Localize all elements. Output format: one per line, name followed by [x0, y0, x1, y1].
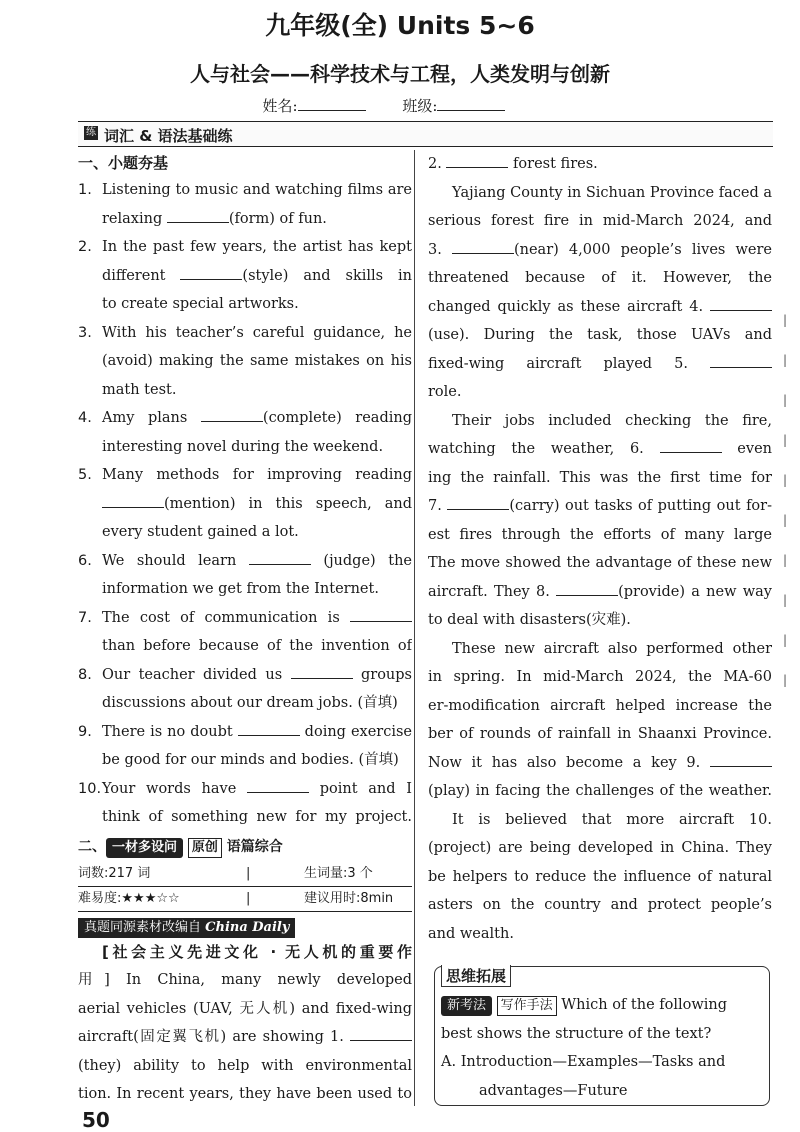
sep-1: |: [246, 865, 251, 881]
passage-left: [78, 966, 412, 1109]
line-text: 2.: [428, 156, 447, 172]
question-item: [78, 233, 412, 319]
class-blank[interactable]: [437, 96, 505, 111]
answer-blank[interactable]: [556, 579, 618, 596]
text-line: [78, 803, 412, 832]
line-text: aircraft(固定翼飞机) are showing 1.: [78, 1029, 350, 1045]
line-text: 用] In China, many newly developed: [78, 972, 412, 988]
page-number: 50: [82, 1108, 110, 1132]
text-line: [78, 319, 412, 348]
source-name: China Daily: [205, 919, 290, 935]
thinking-question-a: Which of the following: [556, 997, 728, 1013]
line-text: be helpers to reduce the influence of natural: [428, 868, 772, 885]
question-item: [78, 661, 412, 718]
text-line: [78, 1052, 412, 1081]
line-text: These new aircraft also performed other: [452, 640, 772, 657]
text-line: [428, 464, 772, 493]
line-text: (project) are being developed in China. They: [428, 840, 772, 856]
line-text: The cost of communication is: [102, 609, 350, 626]
line-text: (use). During the task, those UAVs and: [428, 327, 772, 343]
question-number: 7.: [78, 609, 92, 626]
question-number: 6.: [78, 552, 92, 569]
question-item: [78, 775, 412, 832]
question-item: [78, 176, 412, 233]
text-line: [428, 806, 772, 835]
text-line: [78, 689, 412, 718]
line-text: 7.: [428, 498, 448, 514]
question-item: [78, 718, 412, 775]
line-text: information we get from the Internet.: [102, 581, 379, 597]
line-text: (judge) the: [310, 552, 412, 569]
text-line: [78, 1080, 412, 1109]
page-title: 九年级(全) Units 5~6: [265, 11, 535, 40]
text-line: [78, 775, 412, 804]
line-text: (style) and skills in: [242, 267, 412, 284]
student-info: [0, 95, 800, 116]
line-text: forest fires.: [508, 156, 598, 172]
line-text: than before because of the invention of: [102, 638, 412, 654]
text-line: [428, 264, 772, 293]
line-text: It is believed that more aircraft 10.: [452, 811, 772, 828]
text-line: [78, 347, 412, 376]
line-text: Amy plans: [102, 410, 201, 426]
left-column: [78, 150, 412, 1109]
line-text: (mention) in this speech, and: [164, 495, 412, 512]
line-text: relaxing: [102, 210, 167, 227]
option-a-line2: advantages—Future: [479, 1082, 628, 1099]
line-text: Their jobs included checking the fire,: [452, 412, 772, 429]
line-text: The move showed the advantage of these new: [428, 555, 772, 571]
source-prefix: 真题同源素材改编自: [84, 919, 206, 935]
answer-blank[interactable]: [710, 351, 772, 368]
text-line: [78, 995, 412, 1024]
question-number: 9.: [78, 723, 92, 740]
line-text: discussions about our dream jobs. (首填): [102, 695, 398, 711]
writing-method-tag: 写作手法: [497, 996, 557, 1016]
answer-blank[interactable]: [710, 294, 772, 311]
question-item: [78, 461, 412, 547]
text-line: [78, 233, 412, 262]
name-blank[interactable]: [298, 96, 366, 111]
text-line: [428, 521, 772, 550]
line-text: 3.: [428, 241, 452, 258]
line-text: Many methods for improving reading: [102, 467, 412, 483]
line-text: changed quickly as these aircraft 4.: [428, 298, 710, 315]
right-column: [428, 150, 772, 948]
text-line: [428, 635, 772, 664]
text-line: [428, 692, 772, 721]
question-number: 8.: [78, 666, 92, 683]
text-line: [428, 236, 772, 265]
text-line: [78, 604, 412, 633]
practice-icon: 练: [86, 127, 96, 138]
line-text: tion. In recent years, they have been used to: [78, 1086, 412, 1102]
text-line: [78, 176, 412, 205]
line-text: point and I: [319, 780, 412, 797]
line-text: math test.: [102, 381, 177, 398]
answer-blank[interactable]: [249, 548, 311, 565]
part1-heading: 一、小题夯基: [78, 154, 169, 172]
line-text: fixed-wing aircraft played 5.: [428, 355, 710, 372]
question-number: 4.: [78, 410, 92, 426]
line-text: (complete) reading: [262, 410, 412, 426]
meta-row-2: [78, 887, 412, 912]
text-line: [78, 376, 412, 405]
line-text: (play) in facing the challenges of the weather.: [428, 783, 772, 799]
question-number: 1.: [78, 182, 92, 198]
line-text: think of something new for my project.: [102, 809, 412, 825]
line-text: In the past few years, the artist has kept: [102, 239, 412, 255]
line-text: (form) of fun.: [228, 210, 327, 227]
source-banner: [78, 918, 295, 938]
line-text: in spring. In mid-March 2024, the MA-60: [428, 669, 772, 685]
answer-blank[interactable]: [660, 436, 722, 453]
text-line: [78, 966, 412, 995]
line-text: ber of rounds of rainfall in Shaanxi Province.: [428, 726, 772, 742]
question-item: [78, 319, 412, 405]
suggested-time: 建议用时:8min: [304, 890, 394, 906]
thinking-question-b: best shows the structure of the text?: [441, 1025, 712, 1042]
answer-blank[interactable]: [710, 750, 772, 767]
line-text: threatened because of it. However, the: [428, 270, 772, 286]
answer-blank[interactable]: [238, 719, 300, 736]
text-line: [78, 262, 412, 291]
answer-blank[interactable]: [350, 605, 412, 622]
line-text: (avoid) making the same mistakes on his: [102, 353, 412, 369]
text-line: [428, 350, 772, 379]
text-line: [78, 404, 412, 433]
text-line: [78, 718, 412, 747]
meta-row-1: [78, 862, 412, 887]
line-text: Yajiang County in Sichuan Province faced a: [452, 184, 772, 201]
line-text: (near) 4,000 people’s lives were: [513, 241, 772, 258]
part2-label: 语篇综合: [226, 838, 283, 855]
text-line: [428, 606, 772, 635]
question-number: 10.: [78, 780, 102, 797]
thinking-question-line: [441, 991, 763, 1020]
answer-blank[interactable]: [167, 206, 229, 223]
text-line: [428, 663, 772, 692]
text-line: [78, 290, 412, 319]
line-text: er-modification aircraft helped increase the: [428, 697, 772, 714]
line-text: Our teacher divided us: [102, 666, 291, 683]
column-divider: [414, 150, 415, 1106]
text-line: [78, 461, 412, 490]
line-text: Your words have: [102, 780, 248, 797]
line-text: be good for our minds and bodies. (首填): [102, 752, 399, 768]
text-line: [428, 150, 772, 179]
line-text: interesting novel during the weekend.: [102, 438, 384, 455]
text-line: [78, 661, 412, 690]
topic-line: [社会主义先进文化 · 无人机的重要作: [102, 942, 412, 961]
answer-blank[interactable]: [446, 151, 508, 168]
question-number: 3.: [78, 324, 92, 341]
answer-blank[interactable]: [201, 405, 263, 422]
section-bar: [78, 121, 773, 147]
original-tag: 原创: [188, 838, 222, 858]
line-text: (they) ability to help with environmental: [78, 1057, 412, 1074]
answer-blank[interactable]: [102, 491, 164, 508]
question-item: [78, 547, 412, 604]
question-item: [78, 604, 412, 661]
line-text: aircraft. They 8.: [428, 583, 557, 600]
sep-2: |: [246, 890, 251, 906]
line-text: role.: [428, 384, 462, 400]
line-text: asters on the country and protect people’s: [428, 897, 772, 913]
text-line: [428, 549, 772, 578]
line-text: to create special artworks.: [102, 296, 299, 312]
text-line: [428, 920, 772, 949]
text-line: [428, 378, 772, 407]
line-text: groups: [360, 666, 412, 683]
text-line: [78, 746, 412, 775]
margin-ticks: | | | | | | | | | |: [783, 313, 788, 687]
text-line: [428, 777, 772, 806]
page-subtitle: 人与社会——科学技术与工程，人类发明与创新: [190, 62, 610, 86]
text-line: [428, 321, 772, 350]
line-text: est fires through the efforts of many large: [428, 526, 772, 543]
question-number: 5.: [78, 467, 92, 483]
text-line: [428, 863, 772, 892]
line-text: doing exercise: [304, 723, 412, 740]
new-words: 生词量:3 个: [304, 865, 373, 881]
thinking-title: 思维拓展: [441, 965, 511, 987]
option-a-line1[interactable]: A. Introduction—Examples—Tasks and: [441, 1054, 726, 1070]
text-line: [78, 632, 412, 661]
line-text: (provide) a new way: [618, 583, 772, 600]
question-item: [78, 404, 412, 461]
line-text: There is no doubt: [102, 723, 238, 740]
line-text: serious forest fire in mid-March 2024, and: [428, 213, 772, 229]
text-line: [428, 834, 772, 863]
question-list: [78, 176, 412, 832]
text-line: [428, 293, 772, 322]
text-line: [428, 749, 772, 778]
line-text: We should learn: [102, 552, 249, 569]
line-text: to deal with disasters(灾难).: [428, 612, 631, 628]
text-line: [428, 578, 772, 607]
line-text: Now it has also become a key 9.: [428, 754, 710, 771]
answer-blank[interactable]: [452, 237, 514, 254]
line-text: ing the rainfall. This was the first time for: [428, 469, 772, 486]
line-text: aerial vehicles (UAV, 无人机) and fixed-wing: [78, 1000, 412, 1017]
difficulty: 难易度:★★★☆☆: [78, 890, 180, 906]
section-label: 词汇 & 语法基础练: [104, 127, 233, 145]
answer-blank[interactable]: [291, 662, 353, 679]
line-text: (carry) out tasks of putting out for-: [509, 498, 772, 514]
answer-blank[interactable]: [350, 1024, 412, 1041]
text-line: [78, 1023, 412, 1052]
text-line: [78, 575, 412, 604]
part2-heading: [78, 832, 412, 862]
thinking-box: [434, 966, 770, 1106]
line-text: With his teacher’s careful guidance, he: [102, 324, 412, 341]
text-line: [78, 518, 412, 547]
line-text: every student gained a lot.: [102, 524, 299, 540]
line-text: watching the weather, 6.: [428, 441, 660, 457]
text-line: [428, 207, 772, 236]
text-line: [78, 547, 412, 576]
text-line: [428, 720, 772, 749]
text-line: [428, 407, 772, 436]
line-text: and wealth.: [428, 925, 514, 942]
text-line: [428, 891, 772, 920]
passage-right: [428, 150, 772, 948]
answer-blank[interactable]: [447, 493, 509, 510]
name-label: 姓名:: [262, 97, 298, 115]
text-line: [428, 435, 772, 464]
line-text: different: [102, 267, 181, 284]
new-format-badge: 新考法: [441, 996, 492, 1016]
part2-prefix: 二、: [78, 838, 106, 855]
text-line: [428, 179, 772, 208]
text-line: [428, 492, 772, 521]
class-label: 班级:: [402, 97, 438, 115]
answer-blank[interactable]: [180, 263, 242, 280]
one-material-badge: 一材多设问: [106, 838, 183, 858]
word-count: 词数:217 词: [78, 865, 151, 881]
answer-blank[interactable]: [247, 776, 309, 793]
text-line: [78, 205, 412, 234]
text-line: [78, 490, 412, 519]
line-text: Listening to music and watching films are: [102, 182, 412, 198]
text-line: [78, 433, 412, 462]
line-text: even: [737, 441, 772, 457]
question-number: 2.: [78, 239, 92, 255]
